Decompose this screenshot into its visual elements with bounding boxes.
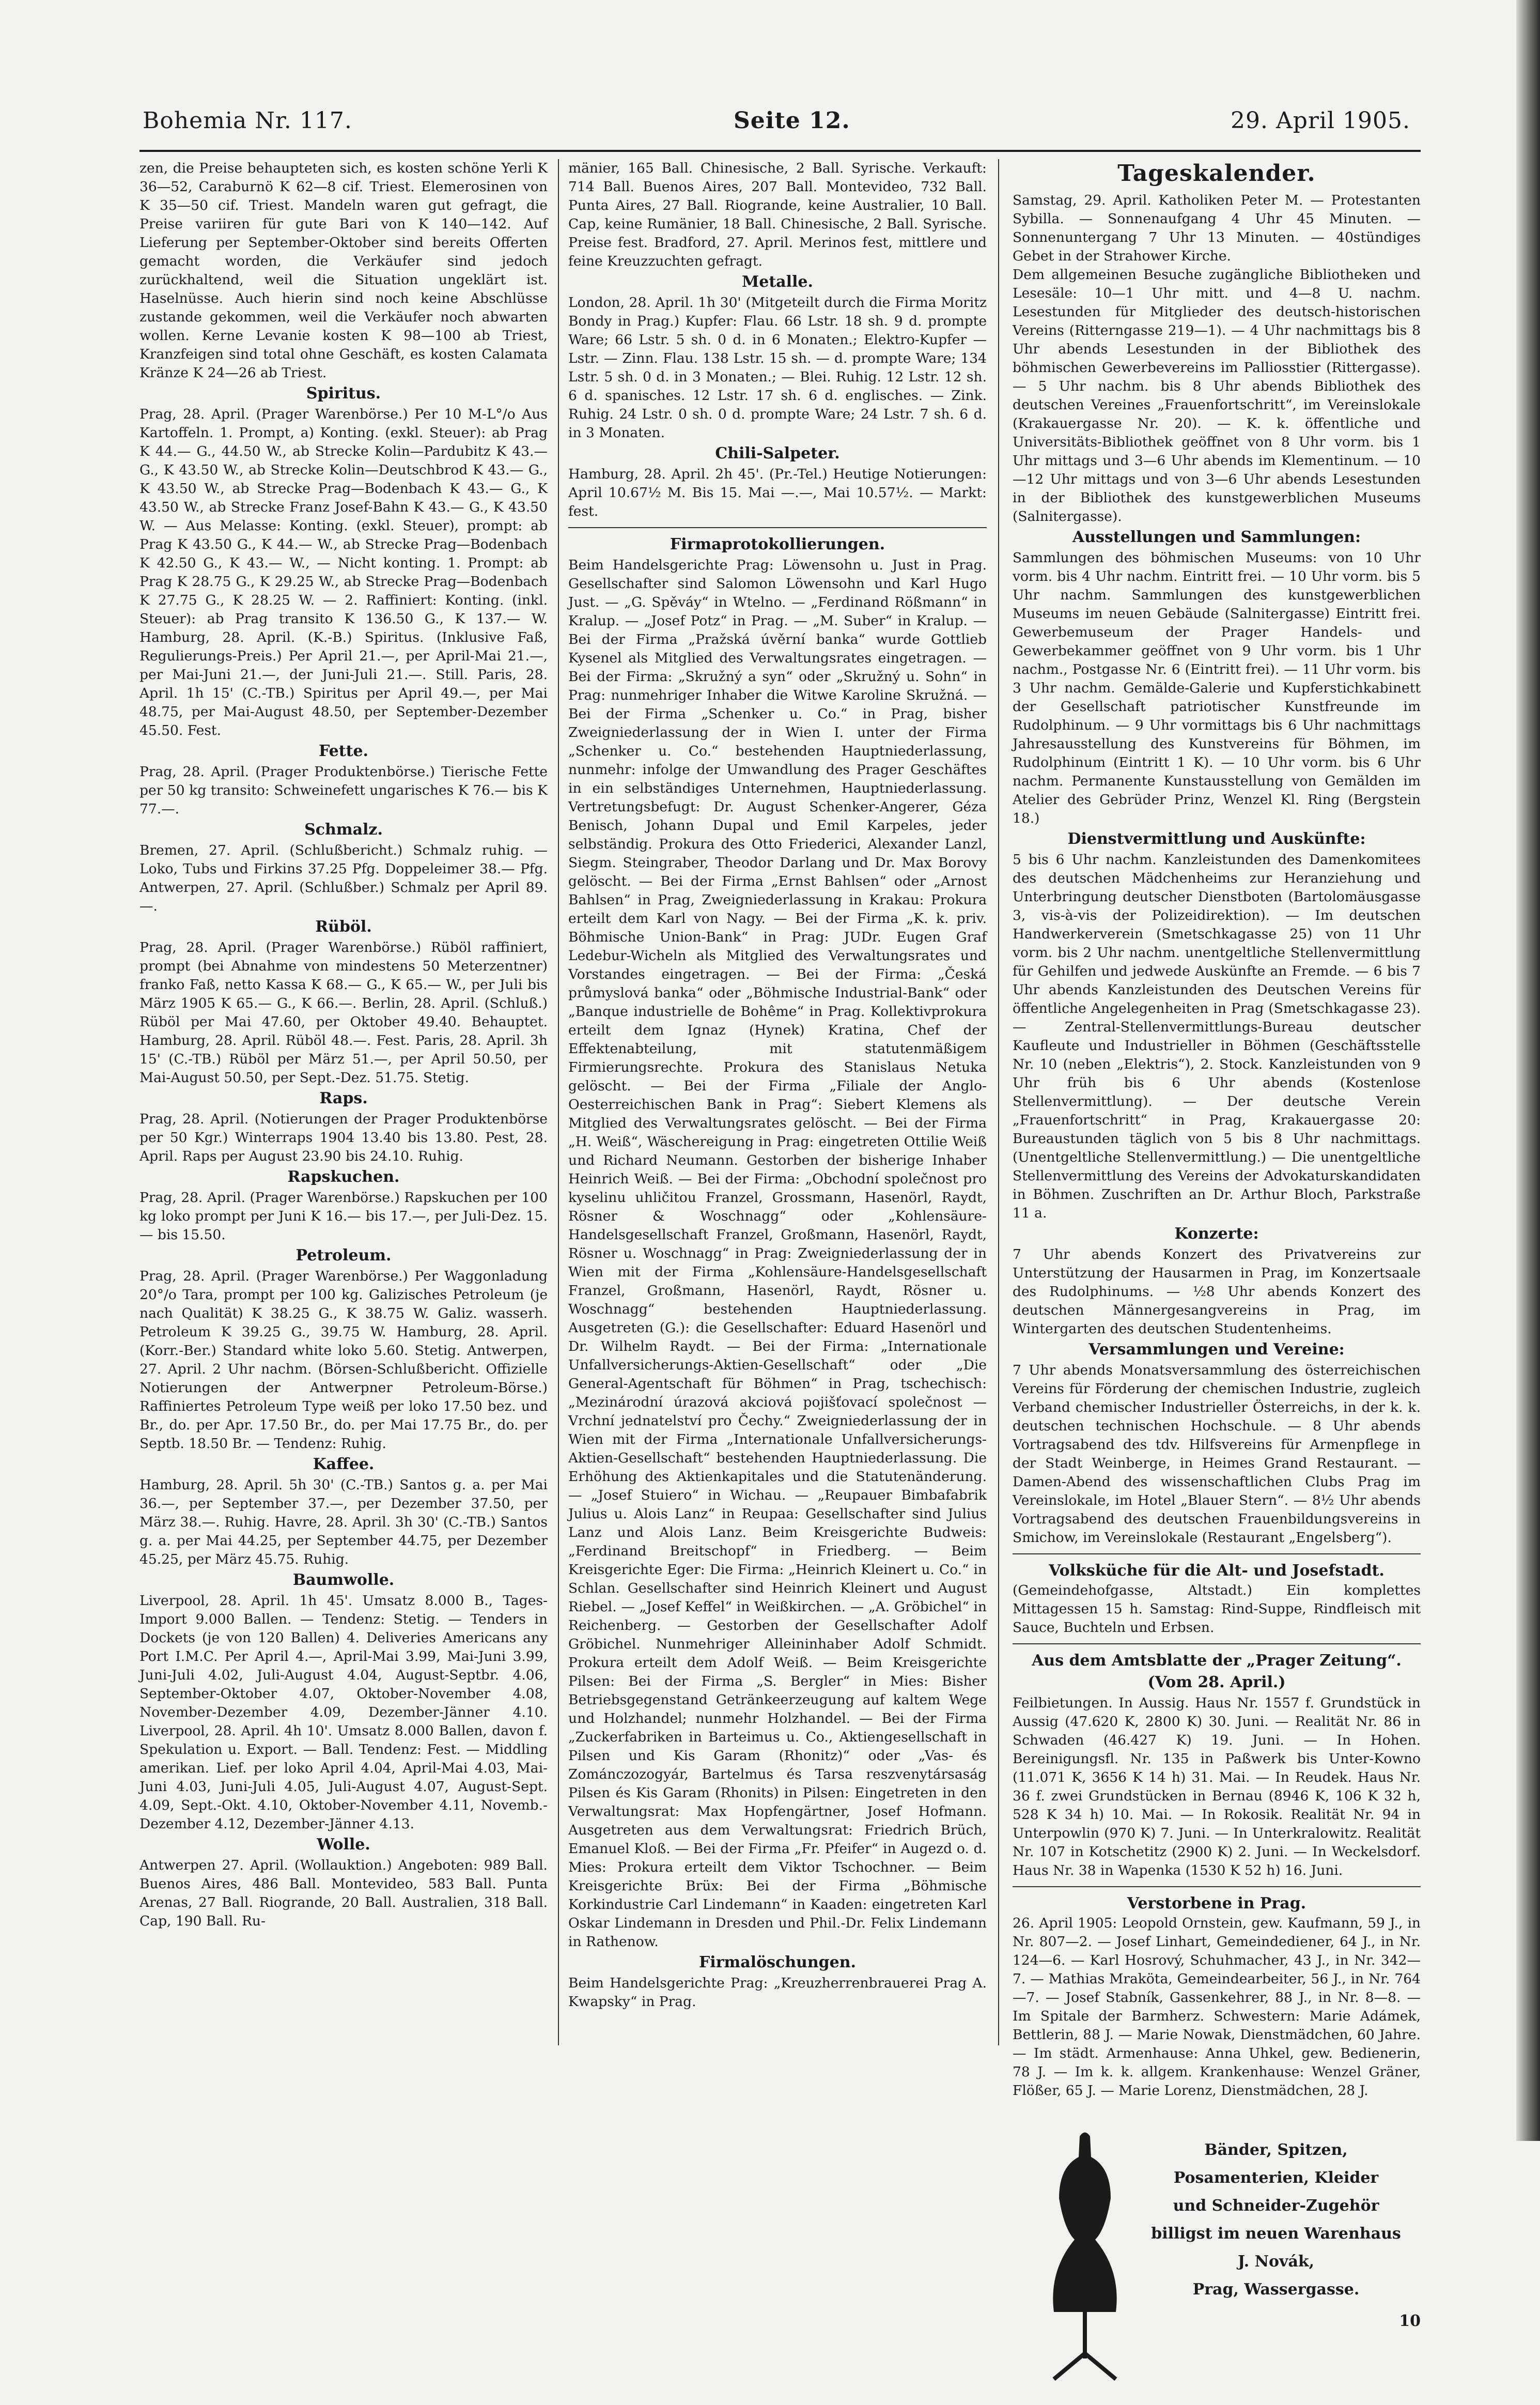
column-rule-2 bbox=[998, 159, 999, 2045]
verstorbene-title: Verstorbene in Prag. bbox=[1127, 1894, 1306, 1913]
calendar-intro: Samstag, 29. April. Katholiken Peter M. — Protestanten Sybilla. — Sonnenaufgang 4 Uhr 45 Minuten. — Sonnenuntergang 7 Uhr 13 Minuten. — 40stündiges Gebet in der Strahower Kirche. bbox=[1013, 192, 1421, 264]
section-text-dienstvermittlung: 5 bis 6 Uhr nachm. Kanzleistunden des Damenkomitees des deutschen Mädchenheims zur Heranziehung und Unterbringung deutscher Dienstboten (Bartolomäusgasse 3, vis-à-vis der Polizeidirektion). — Im deutschen Handwerkerverein (Smetschkagasse 25) von 11 Uhr vorm. bis 2 Uhr nachm. unentgeltliche Stellenvermittlung für Gehilfen und jedwede Auskünfte an Fremde. — 6 bis 7 Uhr abends Kanzleistunden des Deutschen Vereins für öffentliche Angelegenheiten in Prag (Smetschkagasse 23). — Zentral-Stellenvermittlungs-Bureau deutscher Kaufleute und Industrieller in Böhmen (Geschäftsstelle Nr. 10 (neben „Elektris“), 2. Stock. Kanzleistunden von 9 Uhr früh bis 6 Uhr abends (Kostenlose Stellenvermittlung). — Der deutsche Verein „Frauenfortschritt“ in Prag, Krakauergasse 20: Bureaustunden täglich von 5 bis 8 Uhr nachmittags. (Unentgeltliche Stellenvermittlung.) — Die unentgeltliche Stellenvermittlung des Vereins der Advokaturskandidaten in Böhmen. Zuschriften an Dr. Arthur Bloch, Parkstraße 11 a. bbox=[1013, 852, 1421, 1221]
ad-line: Posamenterien, Kleider bbox=[1173, 2169, 1379, 2187]
section-head-raps: Raps. bbox=[319, 1089, 368, 1107]
section-text-wolle: Antwerpen 27. April. (Wollauktion.) Angeboten: 989 Ball. Buenos Aires, 486 Ball. Montevideo, 583 Ball. Punta Arenas, 27 Ball. Riogrande, 20 Ball. Australien, 318 Ball. Cap, 190 Ball. Ru- bbox=[139, 1857, 548, 1929]
column-calendar bbox=[1013, 159, 1421, 2330]
section-text-schmalz: Bremen, 27. April. (Schlußbericht.) Schmalz ruhig. — Loko, Tubs und Firkins 37.25 Pfg. Doppeleimer 38.— Pfg. Antwerpen, 27. April. (Schlußber.) Schmalz per April 89.—. bbox=[139, 842, 548, 914]
section-text-firmaloeschungen: Beim Handelsgerichte Prag: „Kreuzherrenbrauerei Prag A. Kwapsky“ in Prag. bbox=[568, 1975, 987, 2010]
section-text-chili-salpeter: Hamburg, 28. April. 2h 45'. (Pr.-Tel.) Heutige Notierungen: April 10.67½ M. Bis 15. Mai —.—, Mai 10.57½. — Markt: fest. bbox=[568, 466, 987, 519]
kitchen-title: Volksküche für die Alt- und Josefstadt. bbox=[1049, 1562, 1385, 1580]
section-head-wolle: Wolle. bbox=[317, 1836, 370, 1854]
masthead-date: 29. April 1905. bbox=[1230, 107, 1410, 134]
ad-line: billigst im neuen Warenhaus bbox=[1151, 2225, 1401, 2243]
amtsblatt-subtitle: (Vom 28. April.) bbox=[1147, 1673, 1286, 1691]
section-head-baumwolle: Baumwolle. bbox=[292, 1571, 395, 1589]
section-head-petroleum: Petroleum. bbox=[295, 1246, 392, 1265]
section-text-petroleum: Prag, 28. April. (Prager Warenbörse.) Per Waggonladung 20°/o Tara, prompt per 100 kg. Galizisches Petroleum (je nach Qualität) K 38.25 G., K 38.75 W. Galiz. wasserh. Petroleum K 39.25 G., 39.75 W. Hamburg, 28. April. (Korr.-Ber.) Standard white loko 5.60. Stetig. Antwerpen, 27. April. 2 Uhr nachm. (Börsen-Schlußbericht. Offizielle Notierungen der Antwerpner Petroleum-Börse.) Raffiniertes Petroleum Type weiß per loko 17.50 bez. und Br., do. per Apr. 17.50 Br., do. per Mai 17.75 Br., do. per Septb. 18.50 Br. — Tendenz: Ruhig. bbox=[139, 1268, 548, 1452]
ad-number: 10 bbox=[1399, 2312, 1421, 2330]
divider bbox=[568, 527, 987, 528]
verstorbene-text: 26. April 1905: Leopold Ornstein, gew. Kaufmann, 59 J., in Nr. 807—2. — Josef Linhart, Gemeindediener, 64 J., in Nr. 124—6. — Karl Hosrový, Schuhmacher, 43 J., in Nr. 342—7. — Mathias Mraköta, Gemeindearbeiter, 56 J., in Nr. 764—7. — Josef Stabník, Gassenkehrer, 88 J., in Nr. 8—8. — Im Spitale der Barmherz. Schwestern: Marie Adámek, Bettlerin, 88 J. — Marie Nowak, Dienstmädchen, 60 Jahre. — Im städt. Armenhause: Anna Uhkel, gew. Bedienerin, 78 J. — Im k. k. allgem. Krankenhause: Wenzel Gräner, Flößer, 65 J. — Marie Lorenz, Dienstmädchen, 28 J. bbox=[1013, 1915, 1421, 2099]
section-head-konzerte: Konzerte: bbox=[1174, 1225, 1259, 1243]
divider bbox=[1013, 1886, 1421, 1887]
section-head-fette: Fette. bbox=[319, 742, 368, 760]
column1-intro: zen, die Preise behaupteten sich, es kosten schöne Yerli K 36—52, Caraburnö K 62—8 cif. Triest. Elemerosinen von K 35—50 cif. Triest. Mandeln waren gut gefragt, die Preise variiren für gute Bari von K 140—142. Auf Lieferung per September-Oktober sind bereits Offerten gemacht worden, die Verkäufer sind jedoch zurückhaltend, weil die Situation ungeklärt ist. Haselnüsse. Auch hierin sind noch keine Abschlüsse zustande gekommen, weil die Verkäufer noch abwarten wollen. Kerne Levanie kosten K 98—100 ab Triest, Kranzfeigen sind total ohne Geschäft, es kosten Calamata Kränze K 24—26 ab Triest. bbox=[139, 160, 548, 381]
divider bbox=[1013, 1643, 1421, 1644]
ad-line: und Schneider-Zugehör bbox=[1173, 2197, 1379, 2215]
section-head-rapskuchen: Rapskuchen. bbox=[287, 1168, 400, 1186]
column-metals-firms bbox=[568, 159, 987, 2045]
masthead-left: Bohemia Nr. 117. bbox=[143, 107, 352, 134]
column-rule-1 bbox=[558, 159, 559, 2045]
section-head-spiritus: Spiritus. bbox=[306, 384, 381, 403]
section-text-ausstellungen: Sammlungen des böhmischen Museums: von 10 Uhr vorm. bis 4 Uhr nachm. Eintritt frei. — 10 Uhr vorm. bis 5 Uhr nachm. Sammlungen des kunstgewerblichen Museums im neuen Gebäude (Salnitergasse) Eintritt frei. Gewerbemuseum der Prager Handels- und Gewerbekammer geöffnet von 9 Uhr vorm. bis 1 Uhr nachm., Postgasse Nr. 6 (Eintritt frei). — 11 Uhr vorm. bis 3 Uhr nachm. Gemälde-Galerie und Kupferstichkabinett der Gesellschaft patriotischer Kunstfreunde im Rudolphinum. — 9 Uhr vormittags bis 6 Uhr nachmittags Jahresausstellung des Kunstvereins für Böhmen, im Rudolphinum (Eintritt 1 K). — 10 Uhr vorm. bis 6 Uhr nachm. Permanente Kunstausstellung von Gemälden im Atelier des Gebrüder Prinz, Wenzel Kl. Ring (Bergstein 18.) bbox=[1013, 550, 1421, 826]
section-text-versammlungen: 7 Uhr abends Monatsversammlung des österreichischen Vereins für Förderung der chemischen Industrie, zugleich Verband chemischer Industrieller Österreichs, in der k. k. deutschen technischen Hochschule. — 8 Uhr abends Vortragsabend des tdv. Hilfsvereins für Armenpflege in der Stadt Weinberge, in Heimes Grand Restaurant. — Damen-Abend des wissenschaftlichen Clubs Prag im Vereinslokale, im Hotel „Blauer Stern“. — 8½ Uhr abends Vortragsabend des deutschen Frauenbildungsvereins in Smichow, im Vereinslokale (Restaurant „Engelsberg“). bbox=[1013, 1362, 1421, 1546]
page-edge-shadow bbox=[1516, 0, 1540, 2141]
amtsblatt-title: Aus dem Amtsblatte der „Prager Zeitung“. bbox=[1032, 1652, 1402, 1670]
section-head-metalle: Metalle. bbox=[742, 273, 813, 291]
masthead-page-number: Seite 12. bbox=[734, 107, 850, 134]
section-text-spiritus: Prag, 28. April. (Prager Warenbörse.) Per 10 M-L°/o Aus Kartoffeln. 1. Prompt, a) Konting. (exkl. Steuer): ab Prag K 44.— G., 44.50 W., ab Strecke Kolin—Pardubitz K 43.— G., K 43.50 W., ab Strecke Kolin—Deutschbrod K 43.— G., K 43.50 W., ab Strecke Prag—Bodenbach K 43.— G., K 43.50 W., ab Strecke Franz Josef-Bahn K 43.— G., K 43.50 W. — Aus Melasse: Konting. (exkl. Steuer), prompt: ab Prag K 43.50 G., K 44.— W., ab Strecke Prag—Bodenbach K 42.50 G., K 43.— W., — Nicht konting. 1. Prompt: ab Prag K 28.75 G., K 29.25 W., ab Strecke Prag—Bodenbach K 27.75 G., K 28.25 W. — 2. Raffiniert: Konting. (inkl. Steuer): ab Prag transito K 136.50 G., K 137.— W. Hamburg, 28. April. (K.-B.) Spiritus. (Inklusive Faß, Regulierungs-Preis.) Per April 21.—, per April-Mai 21.—, per Mai-Juni 21.—, der Juni-Juli 21.—. Still. Paris, 28. April. 1h 15' (C.-TB.) Spiritus per April 49.—, per Mai 48.75, per Mai-August 48.50, per September-Dezember 45.50. Fest. bbox=[139, 406, 548, 738]
ad-line: J. Novák, bbox=[1237, 2253, 1315, 2271]
dress-form-icon bbox=[1033, 2126, 1137, 2389]
advertisement-text bbox=[1147, 2136, 1405, 2304]
amtsblatt-text: Feilbietungen. In Aussig. Haus Nr. 1557 f. Grundstück in Aussig (47.620 K, 2800 K) 30. Juni. — Realität Nr. 86 in Schwaden (46.427 K) 19. Juni. — In Hohen. Bereinigungsfl. Nr. 135 in Paßwerk bis Unter-Kowno (11.071 K, 3656 K 14 h) 31. Mai. — In Reudek. Haus Nr. 36 f. zwei Grundstücken in Bernau (8946 K, 106 K 32 h, 528 K 34 h) 10. Mai. — In Rokosik. Realität Nr. 94 in Unterpowlin (970 K) 7. Juni. — In Unterkralowitz. Realität Nr. 107 in Kotschetitz (2900 K) 2. Juni. — In Weckelsdorf. Haus Nr. 38 in Wapenka (1530 K 52 h) 16. Juni. bbox=[1013, 1695, 1421, 1878]
section-text-konzerte: 7 Uhr abends Konzert des Privatvereins zur Unterstützung der Hausarmen in Prag, im Konzertsaale des Rudolphinums. — ½8 Uhr abends Konzert des deutschen Männergesangvereins in Prag, im Wintergarten des deutschen Studentenheims. bbox=[1013, 1246, 1421, 1337]
newspaper-page bbox=[139, 98, 1421, 2330]
kitchen-text: (Gemeindehofgasse, Altstadt.) Ein komplettes Mittagessen 15 h. Samstag: Rind-Suppe, Rindfleisch mit Sauce, Buchteln und Erbsen. bbox=[1013, 1582, 1421, 1636]
masthead bbox=[139, 98, 1421, 145]
calendar-libraries: Dem allgemeinen Besuche zugängliche Bibliotheken und Lesesäle: 10—1 Uhr mitt. und 4—8 U. nachm. Lesestunden für Mitglieder des deutsch-historischen Vereins (Ritterngasse 219—1). — 4 Uhr nachmittags bis 8 Uhr abends Lesestunden in der Bibliothek des böhmischen Gewerbevereins im Palliosstier (Rittergasse). — 5 Uhr nachm. bis 8 Uhr abends Bibliothek des deutschen Vereines „Frauenfortschritt“, im Vereinslokale (Krakauergasse Nr. 20). — K. k. öffentliche und Universitäts-Bibliothek geöffnet von 8 Uhr vorm. bis 1 Uhr mittags und 3—6 Uhr abends im Klementinum. — 10—12 Uhr mittags und von 3—6 Uhr abends Lesestunden in der Bibliothek des kunstgewerblichen Museums (Salnitergasse). bbox=[1013, 267, 1421, 525]
section-head-ruboel: Rüböl. bbox=[315, 918, 372, 936]
section-head-versammlungen: Versammlungen und Vereine: bbox=[1088, 1340, 1345, 1359]
section-text-metalle: London, 28. April. 1h 30' (Mitgeteilt durch die Firma Moritz Bondy in Prag.) Kupfer: Flau. 66 Lstr. 18 sh. 9 d. prompte Ware; 66 Lstr. 5 sh. 0 d. in 6 Monaten.; Elektro-Kupfer — Lstr. — Zinn. Flau. 138 Lstr. 15 sh. — d. prompte Ware; 134 Lstr. 5 sh. 0 d. in 3 Monaten.; — Blei. Ruhig. 12 Lstr. 12 sh. 6 d. spanisches. 12 Lstr. 17 sh. 6 d. englisches. — Zink. Ruhig. 24 Lstr. 0 sh. 0 d. prompte Ware; 24 Lstr. 7 sh. 6 d. in 3 Monaten. bbox=[568, 295, 987, 441]
section-head-firmaprotokollierungen: Firmaprotokollierungen. bbox=[670, 535, 885, 553]
calendar-title: Tageskalender. bbox=[1117, 160, 1316, 187]
section-text-fette: Prag, 28. April. (Prager Produktenbörse.) Tierische Fette per 50 kg transito: Schweinefett ungarisches K 76.— bis K 77.—. bbox=[139, 764, 548, 817]
ad-line: Bänder, Spitzen, bbox=[1204, 2141, 1348, 2159]
masthead-rule bbox=[139, 150, 1421, 152]
section-text-rapskuchen: Prag, 28. April. (Prager Warenbörse.) Rapskuchen per 100 kg loko prompt per Juni K 16.— bis 17.—, per Juli-Dez. 15.— bis 15.50. bbox=[139, 1190, 548, 1243]
section-head-ausstellungen: Ausstellungen und Sammlungen: bbox=[1072, 528, 1361, 546]
advertisement bbox=[1013, 2116, 1421, 2405]
section-text-firmaprotokollierungen: Beim Handelsgerichte Prag: Löwensohn u. Just in Prag. Gesellschafter sind Salomon Löwensohn und Karl Hugo Just. — „G. Spěváy“ in Wtelno. — „Ferdinand Rößmann“ in Kralup. — „Josef Potz“ in Prag. — „M. Suber“ in Kralup. — Bei der Firma „Pražská úvěrní banka“ wurde Gottlieb Kysenel als Mitglied des Verwaltungsrates eingetragen. — Bei der Firma: „Skružný a syn“ oder „Skružný u. Sohn“ in Prag: nunmehriger Inhaber die Witwe Karoline Skružná. — Bei der Firma „Schenker u. Co.“ in Prag, bisher Zweigniederlassung der in Wien I. unter der Firma „Schenker u. Co.“ bestehenden Hauptniederlassung, nunmehr: infolge der Umwandlung des Prager Geschäftes in ein selbständiges Unternehmen, Hauptniederlassung. Vertretungsbefugt: Dr. August Schenker-Angerer, Géza Benisch, Johann Dupal und Emil Karpeles, jeder selbständig. Prokura des Otto Friederici, Alexander Lanzl, Siegm. Steingraber, Theodor Darlang und Dr. Max Borovy gelöscht. — Bei der Firma „Ernst Bahlsen“ oder „Arnost Bahlsen“ in Prag, Zweigniederlassung in Krakau: Prokura erteilt dem Karl von Nagy. — Bei der Firma „K. k. priv. Böhmische Union-Bank“ in Prag: JUDr. Eugen Graf Ledebur-Wicheln als Mitglied des Verwaltungsrates und Vorstandes eingetragen. — Bei der Firma: „Česká průmyslová banka“ oder „Böhmische Industrial-Bank“ oder „Banque industrielle de Bohême“ in Prag. Kollektivprokura erteilt dem Ignaz (Hynek) Kratina, Chef der Effektenabteilung, mit statutenmäßigem Firmierungsrechte. Prokura des Stanislaus Netuka gelöscht. — Bei der Firma „Filiale der Anglo-Oesterreichischen Bank in Prag“: Siebert Klemens als Mitglied des Verwaltungsrates gelöscht. — Bei der Firma „H. Weiß“, Wäschereigung in Prag: eingetreten Ottilie Weiß und Richard Neumann. Gestorben der bisherige Inhaber Heinrich Weiß. — Bei der Firma: „Obchodní společnost pro kyselinu uhličitou Franzel, Grossmann, Hasenörl, Raydt, Rösner & Woschnagg“ oder „Kohlensäure-Handelsgesellschaft Franzel, Großmann, Hasenörl, Raydt, Rösner u. Woschnagg“ in Prag: Zweigniederlassung der in Wien mit der Firma „Kohlensäure-Handelsgesellschaft Franzel, Großmann, Hasenörl, Raydt, Rösner u. Woschnagg“ bestehenden Hauptniederlassung. Ausgetreten (G.): die Gesellschafter: Eduard Hasenörl und Dr. Wilhelm Raydt. — Bei der Firma: „Internationale Unfallversicherungs-Aktien-Gesellschaft“ oder „Die General-Agentschaft für Böhmen“ in Prag, tschechisch: „Mezinárodní úrazová akciová pojišťovací společnost — Vrchní jednatelství pro Čechy.“ Zweigniederlassung der in Wien mit der Firma „Internationale Unfallversicherungs-Aktien-Gesellschaft“ bestehenden Hauptniederlassung. Die Erhöhung des Aktienkapitales und die Statutenänderung. — „Josef Stuiero“ in Wichau. — „Reupauer Bimbafabrik Julius u. Alois Lanz“ in Reupaa: Gesellschafter sind Julius Lanz und Alois Lanz. Beim Kreisgerichte Budweis: „Ferdinand Breitschopf“ in Friedberg. — Beim Kreisgerichte Eger: Die Firma: „Heinrich Kleinert u. Co.“ in Schlan. Gesellschafter sind Heinrich Kleinert und August Riebel. — „Josef Keffel“ in Weißkirchen. — „A. Gröbichel“ in Reichenberg. — Gestorben der Gesellschafter Adolf Gröbichel. Nunmehriger Alleininhaber Adolf Schmidt. Prokura erteilt dem Adolf Weiß. — Beim Kreisgerichte Pilsen: Bei der Firma „S. Bergler“ in Mies: Bisher Betriebsgegenstand Getränkeerzeugung auf kaltem Wege und Holzhandel; nunmehr Holzhandel. — Bei der Firma „Zuckerfabriken in Barteimus u. Co., Aktiengesellschaft in Pilsen und Kis Garam (Rhonitz)“ oder „Vas- és Zománczozogyár, Bartelmus és Tarsa reszvenytársaság Pilsen és Kis Garam (Rhonits) in Pilsen: Eingetreten in den Verwaltungsrat: Max Hopfengärtner, Josef Hofmann. Ausgetreten aus dem Verwaltungsrat: Friedrich Brüch, Emanuel Kloß. — Bei der Firma „Fr. Pfeifer“ in Augezd o. d. Mies: Prokura erteilt dem Viktor Tschochner. — Beim Kreisgerichte Brüx: Bei der Firma „Böhmische Korkindustrie Carl Lindemann“ in Kaaden: eingetreten Karl Oskar Lindemann in Dresden und Phil.-Dr. Felix Lindemann in Rathenow. bbox=[568, 557, 987, 1950]
section-text-kaffee: Hamburg, 28. April. 5h 30' (C.-TB.) Santos g. a. per Mai 36.—, per September 37.—, per Dezember 37.50, per März 38.—. Ruhig. Havre, 28. April. 3h 30' (C.-TB.) Santos g. a. per Mai 44.25, per September 44.75, per Dezember 45.25, per März 45.75. Ruhig. bbox=[139, 1477, 548, 1567]
section-head-kaffee: Kaffee. bbox=[313, 1455, 375, 1473]
column-markets bbox=[139, 159, 548, 2045]
section-text-baumwolle: Liverpool, 28. April. 1h 45'. Umsatz 8.000 B., Tages-Import 9.000 Ballen. — Tendenz: Stetig. — Tenders in Dockets (je von 120 Ballen) 4. Deliveries Americans any Port I.M.C. Per April 4.—, April-Mai 3.99, Mai-Juni 3.99, Juni-Juli 4.02, Juli-August 4.04, August-Septbr. 4.06, September-Oktober 4.07, Oktober-November 4.08, November-Dezember 4.09, Dezember-Jänner 4.10. Liverpool, 28. April. 4h 10'. Umsatz 8.000 Ballen, davon f. Spekulation u. Export. — Ball. Tendenz: Fest. — Middling amerikan. Lief. per loko April 4.04, April-Mai 4.03, Mai-Juni 4.03, Juni-Juli 4.05, Juli-August 4.07, August-Sept. 4.09, Sept.-Okt. 4.10, Oktober-November 4.11, Novemb.-Dezember 4.12, Dezember-Jänner 4.13. bbox=[139, 1593, 548, 1832]
section-head-firmaloeschungen: Firmalöschungen. bbox=[699, 1953, 856, 1971]
divider bbox=[1013, 1553, 1421, 1554]
section-head-schmalz: Schmalz. bbox=[304, 821, 383, 839]
section-head-chili-salpeter: Chili-Salpeter. bbox=[715, 444, 840, 463]
ad-line: Prag, Wassergasse. bbox=[1192, 2280, 1360, 2299]
section-head-dienstvermittlung: Dienstvermittlung und Auskünfte: bbox=[1067, 830, 1366, 848]
section-text-raps: Prag, 28. April. (Notierungen der Prager Produktenbörse per 50 Kgr.) Winterraps 1904 13.40 bis 13.80. Pest, 28. April. Raps per August 23.90 bis 24.10. Ruhig. bbox=[139, 1111, 548, 1164]
column2-intro: mänier, 165 Ball. Chinesische, 2 Ball. Syrische. Verkauft: 714 Ball. Buenos Aires, 207 Ball. Montevideo, 732 Ball. Punta Aires, 27 Ball. Riogrande, keine Australier, 10 Ball. Cap, keine Rumänier, 18 Ball. Chinesische, 2 Ball. Syrische. Preise fest. Bradford, 27. April. Merinos fest, mittlere und feine Kreuzzuchten gefragt. bbox=[568, 160, 987, 269]
section-text-ruboel: Prag, 28. April. (Prager Warenbörse.) Rüböl raffiniert, prompt (bei Abnahme von mindestens 50 Meterzentner) franko Faß, netto Kassa K 68.— G., K 65.— W., per Juli bis März 1905 K 65.— G., K 66.—. Berlin, 28. April. (Schluß.) Rüböl per Mai 47.60, per Oktober 49.40. Behauptet. Hamburg, 28. April. Rüböl 48.—. Fest. Paris, 28. April. 3h 15' (C.-TB.) Rüböl per März 51.—, per April 50.50, per Mai-August 50.50, per Sept.-Dez. 51.75. Stetig. bbox=[139, 939, 548, 1086]
